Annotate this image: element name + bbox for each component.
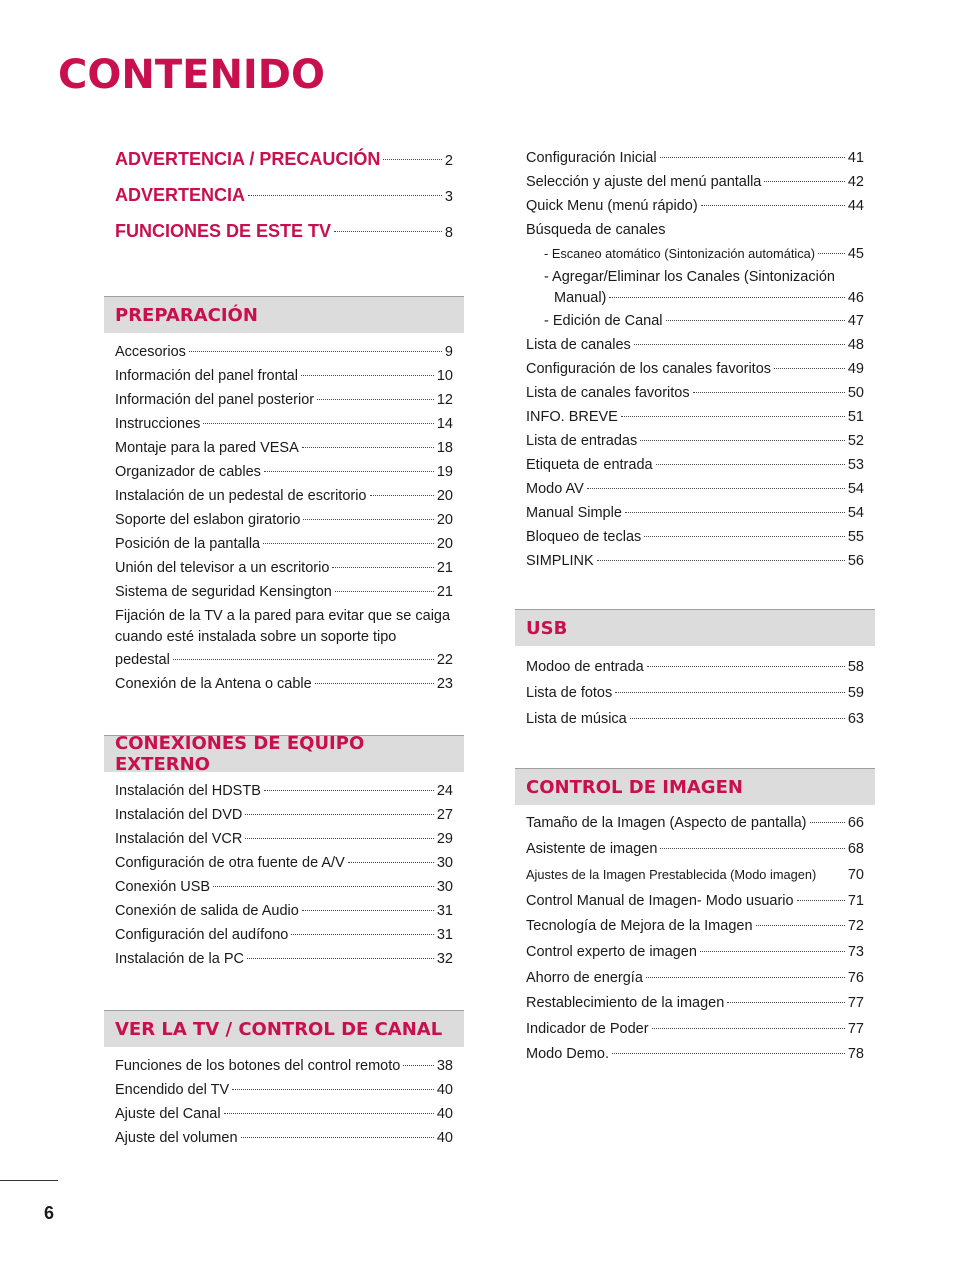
toc-entry[interactable] <box>115 508 453 532</box>
dot-leader <box>652 1028 845 1029</box>
toc-entry[interactable] <box>115 556 453 580</box>
dot-leader <box>666 320 845 321</box>
toc-list <box>104 772 464 971</box>
toc-entry[interactable] <box>526 333 864 357</box>
section-header: USB <box>515 609 875 646</box>
toc-label: ADVERTENCIA <box>115 185 246 205</box>
toc-entry[interactable] <box>115 1054 453 1078</box>
dot-leader <box>203 423 433 424</box>
dot-leader <box>291 934 434 935</box>
toc-entry[interactable] <box>526 525 864 549</box>
toc-label: Quick Menu (menú rápido) <box>526 198 698 214</box>
toc-list <box>515 646 875 732</box>
toc-page: 78 <box>847 1046 864 1063</box>
dot-leader <box>764 181 844 182</box>
dot-leader <box>646 977 845 978</box>
toc-page: 10 <box>436 368 453 384</box>
toc-label: Búsqueda de canales <box>526 222 666 238</box>
dot-leader <box>818 253 845 254</box>
toc-page: 70 <box>847 867 864 884</box>
toc-page: 42 <box>847 174 864 190</box>
toc-entry[interactable] <box>115 899 453 923</box>
toc-entry[interactable] <box>115 580 453 604</box>
toc-entry[interactable] <box>526 706 864 732</box>
section-header: CONEXIONES DE EQUIPO EXTERNO <box>104 735 464 772</box>
page-title: CONTENIDO <box>58 52 326 98</box>
footer-rule <box>0 1180 58 1181</box>
toc-entry[interactable] <box>526 837 864 863</box>
dot-leader <box>213 886 434 887</box>
dot-leader <box>609 297 844 298</box>
section-header: VER LA TV / CONTROL DE CANAL <box>104 1010 464 1047</box>
toc-label: Modo Demo. <box>526 1046 610 1063</box>
dot-leader <box>693 392 845 393</box>
dot-leader <box>634 344 845 345</box>
toc-entry[interactable] <box>115 460 453 484</box>
toc-label-line: - Agregar/Eliminar los Canales (Sintonización <box>544 269 835 285</box>
dot-leader <box>656 464 845 465</box>
toc-entry[interactable] <box>115 779 453 803</box>
page-number: 6 <box>44 1203 55 1223</box>
toc-label-line: cuando esté instalada sobre un soporte tipo <box>115 629 397 645</box>
toc-entry-multiline[interactable] <box>115 606 453 672</box>
toc-label: Ajuste del volumen <box>115 1130 238 1146</box>
toc-entry[interactable] <box>526 1042 864 1068</box>
toc-page: 32 <box>436 951 453 967</box>
toc-label: Lista de entradas <box>526 433 638 449</box>
dot-leader <box>232 1089 434 1090</box>
toc-label: - Escaneo atomático (Sintonización automática) <box>544 246 816 261</box>
toc-entry[interactable] <box>115 947 453 971</box>
dot-leader <box>245 814 434 815</box>
dot-leader <box>810 822 845 823</box>
toc-page: 18 <box>436 440 453 456</box>
dot-leader <box>315 683 434 684</box>
toc-page: 54 <box>847 481 864 497</box>
toc-subentry[interactable] <box>526 242 864 266</box>
toc-list <box>515 805 875 1068</box>
toc-label: Instalación del HDSTB <box>115 783 261 799</box>
dot-leader <box>621 416 845 417</box>
toc-page: 77 <box>847 1020 864 1037</box>
toc-entry[interactable] <box>526 914 864 940</box>
section-header: CONTROL DE IMAGEN <box>515 768 875 805</box>
toc-label: Organizador de cables <box>115 464 261 480</box>
toc-entry[interactable] <box>115 436 453 460</box>
dot-leader <box>727 1002 845 1003</box>
dot-leader <box>302 447 434 448</box>
toc-entry[interactable] <box>526 1017 864 1043</box>
toc-entry[interactable] <box>115 412 453 436</box>
toc-page: 20 <box>436 488 453 504</box>
dot-leader <box>241 1137 434 1138</box>
toc-page: 40 <box>436 1106 453 1122</box>
toc-label: Instalación del VCR <box>115 831 243 847</box>
toc-label: pedestal <box>115 652 170 668</box>
toc-page: 40 <box>436 1130 453 1146</box>
toc-page: 53 <box>847 457 864 473</box>
toc-main-entry[interactable] <box>115 142 453 178</box>
toc-label: Instrucciones <box>115 416 201 432</box>
toc-label: ADVERTENCIA / PRECAUCIÓN <box>115 149 381 169</box>
toc-entry[interactable] <box>526 381 864 405</box>
toc-label: Accesorios <box>115 344 186 360</box>
toc-entry[interactable] <box>526 940 864 966</box>
dot-leader <box>700 951 845 952</box>
dot-leader <box>247 958 434 959</box>
toc-page: 71 <box>847 892 864 909</box>
toc-page: 31 <box>436 903 453 919</box>
toc-entry[interactable] <box>526 453 864 477</box>
dot-leader <box>797 900 845 901</box>
toc-label: Tecnología de Mejora de la Imagen <box>526 918 753 935</box>
toc-label: Control experto de imagen <box>526 943 697 960</box>
toc-entry[interactable] <box>115 340 453 364</box>
toc-label: Configuración Inicial <box>526 150 657 166</box>
toc-page: 20 <box>436 536 453 552</box>
toc-page: 22 <box>436 652 453 668</box>
toc-list <box>515 142 875 573</box>
toc-main-entry[interactable] <box>115 214 453 250</box>
toc-page: 27 <box>436 807 453 823</box>
toc-label: Conexión de salida de Audio <box>115 903 299 919</box>
toc-label: Información del panel frontal <box>115 368 298 384</box>
toc-page: 50 <box>847 385 864 401</box>
toc-entry[interactable] <box>526 194 864 218</box>
toc-page: 19 <box>436 464 453 480</box>
toc-entry[interactable] <box>115 851 453 875</box>
dot-leader <box>348 862 434 863</box>
dot-leader <box>660 848 844 849</box>
toc-label: Instalación del DVD <box>115 807 243 823</box>
toc-page: 40 <box>436 1082 453 1098</box>
toc-page: 72 <box>847 918 864 935</box>
toc-entry[interactable] <box>115 923 453 947</box>
toc-label: Manual) <box>554 290 607 306</box>
toc-label: Sistema de seguridad Kensington <box>115 584 332 600</box>
toc-entry[interactable] <box>526 680 864 706</box>
toc-label: Configuración del audífono <box>115 927 289 943</box>
toc-label: Bloqueo de teclas <box>526 529 642 545</box>
toc-page: 58 <box>847 659 864 675</box>
toc-entry[interactable] <box>526 862 864 889</box>
dot-leader <box>264 790 434 791</box>
toc-entry[interactable] <box>115 875 453 899</box>
toc-label: Configuración de otra fuente de A/V <box>115 855 345 871</box>
toc-page: 41 <box>847 150 864 166</box>
toc-entry[interactable] <box>526 889 864 915</box>
dot-leader <box>302 910 434 911</box>
toc-page: 52 <box>847 433 864 449</box>
toc-entry[interactable] <box>115 484 453 508</box>
toc-label: Asistente de imagen <box>526 840 658 857</box>
toc-page: 48 <box>847 337 864 353</box>
dot-leader <box>701 205 845 206</box>
dot-leader <box>756 925 845 926</box>
toc-entry[interactable] <box>115 388 453 412</box>
dot-leader <box>173 659 434 660</box>
dot-leader <box>189 351 442 352</box>
toc-entry[interactable] <box>115 364 453 388</box>
toc-page: 38 <box>436 1058 453 1074</box>
toc-page: 20 <box>436 512 453 528</box>
dot-leader <box>224 1113 434 1114</box>
left-column <box>104 142 464 1150</box>
toc-page: 2 <box>444 153 453 169</box>
toc-entry[interactable] <box>526 811 864 837</box>
toc-label: Restablecimiento de la imagen <box>526 995 725 1012</box>
toc-label: Conexión USB <box>115 879 211 895</box>
toc-page: 31 <box>436 927 453 943</box>
dot-leader <box>403 1065 434 1066</box>
toc-page: 23 <box>436 676 453 692</box>
dot-leader <box>263 543 434 544</box>
toc-page: 76 <box>847 969 864 986</box>
toc-label: Selección y ajuste del menú pantalla <box>526 174 762 190</box>
toc-entry[interactable] <box>526 549 864 573</box>
dot-leader <box>774 368 845 369</box>
dot-leader <box>644 536 845 537</box>
dot-leader <box>245 838 434 839</box>
toc-label: Funciones de los botones del control remoto <box>115 1058 401 1074</box>
toc-label: Etiqueta de entrada <box>526 457 653 473</box>
toc-label: Información del panel posterior <box>115 392 315 408</box>
toc-label: SIMPLINK <box>526 553 594 569</box>
toc-label: Instalación de la PC <box>115 951 244 967</box>
toc-entry[interactable] <box>115 532 453 556</box>
dot-leader <box>334 231 442 232</box>
toc-entry[interactable] <box>526 429 864 453</box>
toc-page: 45 <box>847 246 864 262</box>
toc-page: 8 <box>444 225 453 241</box>
toc-entry[interactable] <box>115 1126 453 1150</box>
right-column <box>515 142 875 1068</box>
toc-label: - Edición de Canal <box>544 313 663 329</box>
section-conexiones <box>104 735 464 971</box>
dot-leader <box>660 157 845 158</box>
toc-entry-last-line <box>544 288 864 309</box>
toc-subentry-multiline[interactable] <box>526 267 864 309</box>
dot-leader <box>303 519 433 520</box>
toc-label: Indicador de Poder <box>526 1020 649 1037</box>
toc-entry[interactable] <box>526 501 864 525</box>
dot-leader <box>317 399 434 400</box>
toc-entry[interactable] <box>115 1102 453 1126</box>
toc-label: Control Manual de Imagen- Modo usuario <box>526 892 794 909</box>
dot-leader <box>383 159 442 160</box>
toc-label: Lista de canales <box>526 337 631 353</box>
section-header: PREPARACIÓN <box>104 296 464 333</box>
toc-label: Instalación de un pedestal de escritorio <box>115 488 367 504</box>
toc-page: 54 <box>847 505 864 521</box>
toc-label: Encendido del TV <box>115 1082 230 1098</box>
dot-leader <box>615 692 845 693</box>
toc-entry[interactable] <box>526 991 864 1017</box>
toc-entry[interactable] <box>526 966 864 992</box>
toc-label: Conexión de la Antena o cable <box>115 676 312 692</box>
toc-label: Modo AV <box>526 481 584 497</box>
toc-label: Lista de música <box>526 711 627 727</box>
toc-page: 21 <box>436 560 453 576</box>
dot-leader <box>264 471 434 472</box>
toc-label: Modoo de entrada <box>526 659 644 675</box>
toc-page: 24 <box>436 783 453 799</box>
main-entries <box>104 142 464 250</box>
dot-leader <box>301 375 434 376</box>
toc-label: Soporte del eslabon giratorio <box>115 512 301 528</box>
toc-page: 3 <box>444 189 453 205</box>
toc-page: 9 <box>444 344 453 360</box>
toc-label: INFO. BREVE <box>526 409 618 425</box>
toc-entry-last-line <box>115 648 453 672</box>
toc-page: 56 <box>847 553 864 569</box>
dot-leader <box>647 666 845 667</box>
toc-main-entry[interactable] <box>115 178 453 214</box>
dot-leader <box>587 488 845 489</box>
toc-page: 68 <box>847 840 864 857</box>
toc-entry[interactable] <box>526 170 864 194</box>
toc-label: Configuración de los canales favoritos <box>526 361 772 377</box>
dot-leader <box>612 1053 845 1054</box>
toc-entry[interactable] <box>115 1078 453 1102</box>
toc-page: 55 <box>847 529 864 545</box>
section-usb <box>515 609 875 732</box>
toc-entry[interactable] <box>526 146 864 170</box>
toc-label: Lista de fotos <box>526 685 613 701</box>
toc-entry[interactable] <box>526 477 864 501</box>
toc-entry[interactable] <box>526 357 864 381</box>
dot-leader <box>630 718 845 719</box>
section-control-imagen <box>515 768 875 1068</box>
section-preparacion <box>104 296 464 696</box>
toc-list <box>104 1047 464 1150</box>
toc-label: Lista de canales favoritos <box>526 385 690 401</box>
toc-page: 21 <box>436 584 453 600</box>
toc-label: Ahorro de energía <box>526 969 643 986</box>
toc-list <box>104 333 464 696</box>
toc-label: Manual Simple <box>526 505 622 521</box>
dot-leader <box>640 440 845 441</box>
toc-page: 30 <box>436 855 453 871</box>
toc-label: Tamaño de la Imagen (Aspecto de pantalla) <box>526 815 807 831</box>
toc-page: 47 <box>847 313 864 329</box>
toc-page: 66 <box>847 815 864 831</box>
toc-entry[interactable] <box>115 827 453 851</box>
dot-leader <box>370 495 434 496</box>
toc-page: 51 <box>847 409 864 425</box>
toc-label: Ajuste del Canal <box>115 1106 221 1122</box>
toc-label: Ajustes de la Imagen Prestablecida (Modo imagen) <box>526 867 817 883</box>
dot-leader <box>625 512 845 513</box>
dot-leader <box>597 560 845 561</box>
dot-leader <box>335 591 434 592</box>
toc-entry-heading[interactable] <box>526 218 864 242</box>
toc-page: 77 <box>847 995 864 1012</box>
toc-entry[interactable] <box>526 654 864 680</box>
toc-label: Unión del televisor a un escritorio <box>115 560 330 576</box>
toc-label: FUNCIONES DE ESTE TV <box>115 221 332 241</box>
toc-entry[interactable] <box>526 405 864 429</box>
toc-page: 46 <box>847 290 864 306</box>
section-ver-tv <box>104 1010 464 1150</box>
dot-leader <box>332 567 433 568</box>
dot-leader <box>248 195 442 196</box>
toc-label: Posición de la pantalla <box>115 536 261 552</box>
toc-page: 29 <box>436 831 453 847</box>
toc-page: 14 <box>436 416 453 432</box>
toc-entry[interactable] <box>115 803 453 827</box>
toc-entry[interactable] <box>115 672 453 696</box>
toc-page: 73 <box>847 943 864 960</box>
toc-page: 44 <box>847 198 864 214</box>
toc-page: 59 <box>847 685 864 701</box>
toc-label-line: Fijación de la TV a la pared para evitar que se caiga <box>115 608 451 624</box>
toc-page: 30 <box>436 879 453 895</box>
toc-label: Montaje para la pared VESA <box>115 440 299 456</box>
toc-page: 12 <box>436 392 453 408</box>
toc-page: 63 <box>847 711 864 727</box>
toc-page: 49 <box>847 361 864 377</box>
toc-subentry[interactable] <box>526 309 864 333</box>
